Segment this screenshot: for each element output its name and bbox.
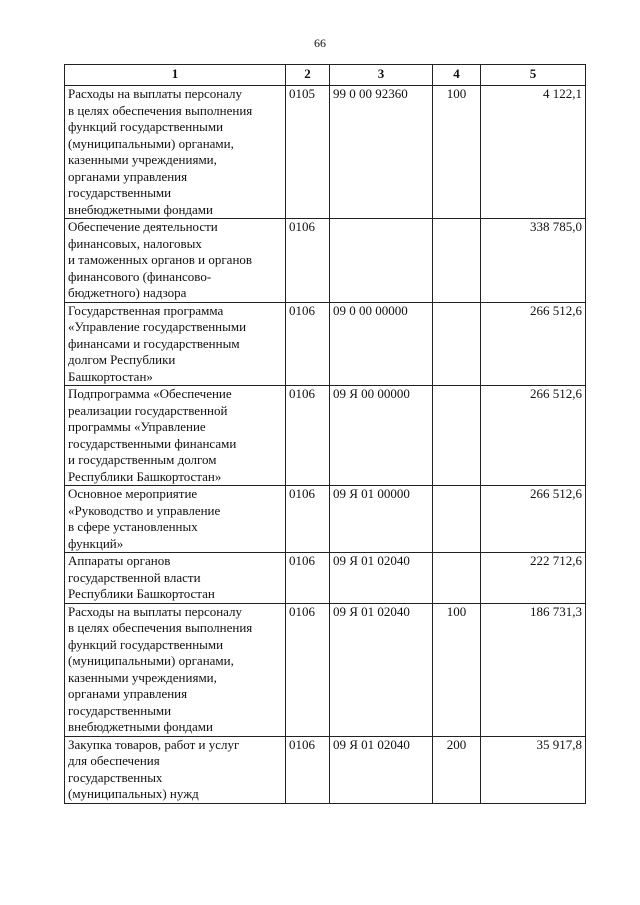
row-sum-cell: 222 712,6 (481, 553, 586, 604)
table-row (65, 553, 586, 604)
row-sum-cell: 338 785,0 (481, 219, 586, 303)
row-sum-cell: 266 512,6 (481, 302, 586, 386)
row-target-cell: 09 Я 01 00000 (330, 486, 433, 553)
table-row (65, 603, 586, 736)
row-target-cell (330, 219, 433, 303)
row-target-cell: 09 Я 01 02040 (330, 553, 433, 604)
header-col-5: 5 (481, 65, 586, 86)
row-type-cell (433, 386, 481, 486)
header-col-1: 1 (65, 65, 286, 86)
table-row (65, 219, 586, 303)
row-target-cell: 99 0 00 92360 (330, 86, 433, 219)
row-section-cell: 0106 (286, 603, 330, 736)
row-type-cell (433, 553, 481, 604)
row-type-cell: 100 (433, 603, 481, 736)
page-number: 66 (314, 36, 326, 50)
table-row (65, 302, 586, 386)
row-target-cell: 09 Я 00 00000 (330, 386, 433, 486)
row-sum-cell: 35 917,8 (481, 736, 586, 803)
row-type-cell (433, 219, 481, 303)
row-target-cell: 09 Я 01 02040 (330, 603, 433, 736)
row-target-cell: 09 Я 01 02040 (330, 736, 433, 803)
row-name-cell: Расходы на выплаты персоналу в целях обеспечения выполнения функций государственными (муниципальными) органами, казенными учреждениями, органами управления государственными внебюджетными фондами (65, 86, 286, 219)
header-col-3: 3 (330, 65, 433, 86)
row-name-cell: Государственная программа «Управление государственными финансами и государственным долгом Республики Башкортостан» (65, 302, 286, 386)
table-row (65, 736, 586, 803)
header-col-2: 2 (286, 65, 330, 86)
row-name-cell: Расходы на выплаты персоналу в целях обеспечения выполнения функций государственными (муниципальными) органами, казенными учреждениями, органами управления государственными внебюджетными фондами (65, 603, 286, 736)
header-col-4: 4 (433, 65, 481, 86)
row-type-cell (433, 302, 481, 386)
row-section-cell: 0106 (286, 302, 330, 386)
row-sum-cell: 266 512,6 (481, 386, 586, 486)
row-type-cell: 200 (433, 736, 481, 803)
row-type-cell (433, 486, 481, 553)
table-header-row (65, 65, 586, 86)
row-section-cell: 0105 (286, 86, 330, 219)
row-type-cell: 100 (433, 86, 481, 219)
row-name-cell: Основное мероприятие «Руководство и управление в сфере установленных функций» (65, 486, 286, 553)
budget-table (64, 64, 586, 804)
table-row (65, 386, 586, 486)
row-name-cell: Аппараты органов государственной власти Республики Башкортостан (65, 553, 286, 604)
row-target-cell: 09 0 00 00000 (330, 302, 433, 386)
row-sum-cell: 266 512,6 (481, 486, 586, 553)
row-name-cell: Обеспечение деятельности финансовых, налоговых и таможенных органов и органов финансового (финансово- бюджетного) надзора (65, 219, 286, 303)
row-name-cell: Подпрограмма «Обеспечение реализации государственной программы «Управление государственными финансами и государственным долгом Республики Башкортостан» (65, 386, 286, 486)
table-row (65, 486, 586, 553)
row-section-cell: 0106 (286, 553, 330, 604)
row-section-cell: 0106 (286, 219, 330, 303)
row-section-cell: 0106 (286, 736, 330, 803)
row-name-cell: Закупка товаров, работ и услуг для обеспечения государственных (муниципальных) нужд (65, 736, 286, 803)
row-sum-cell: 4 122,1 (481, 86, 586, 219)
row-section-cell: 0106 (286, 486, 330, 553)
row-section-cell: 0106 (286, 386, 330, 486)
table-row (65, 86, 586, 219)
row-sum-cell: 186 731,3 (481, 603, 586, 736)
